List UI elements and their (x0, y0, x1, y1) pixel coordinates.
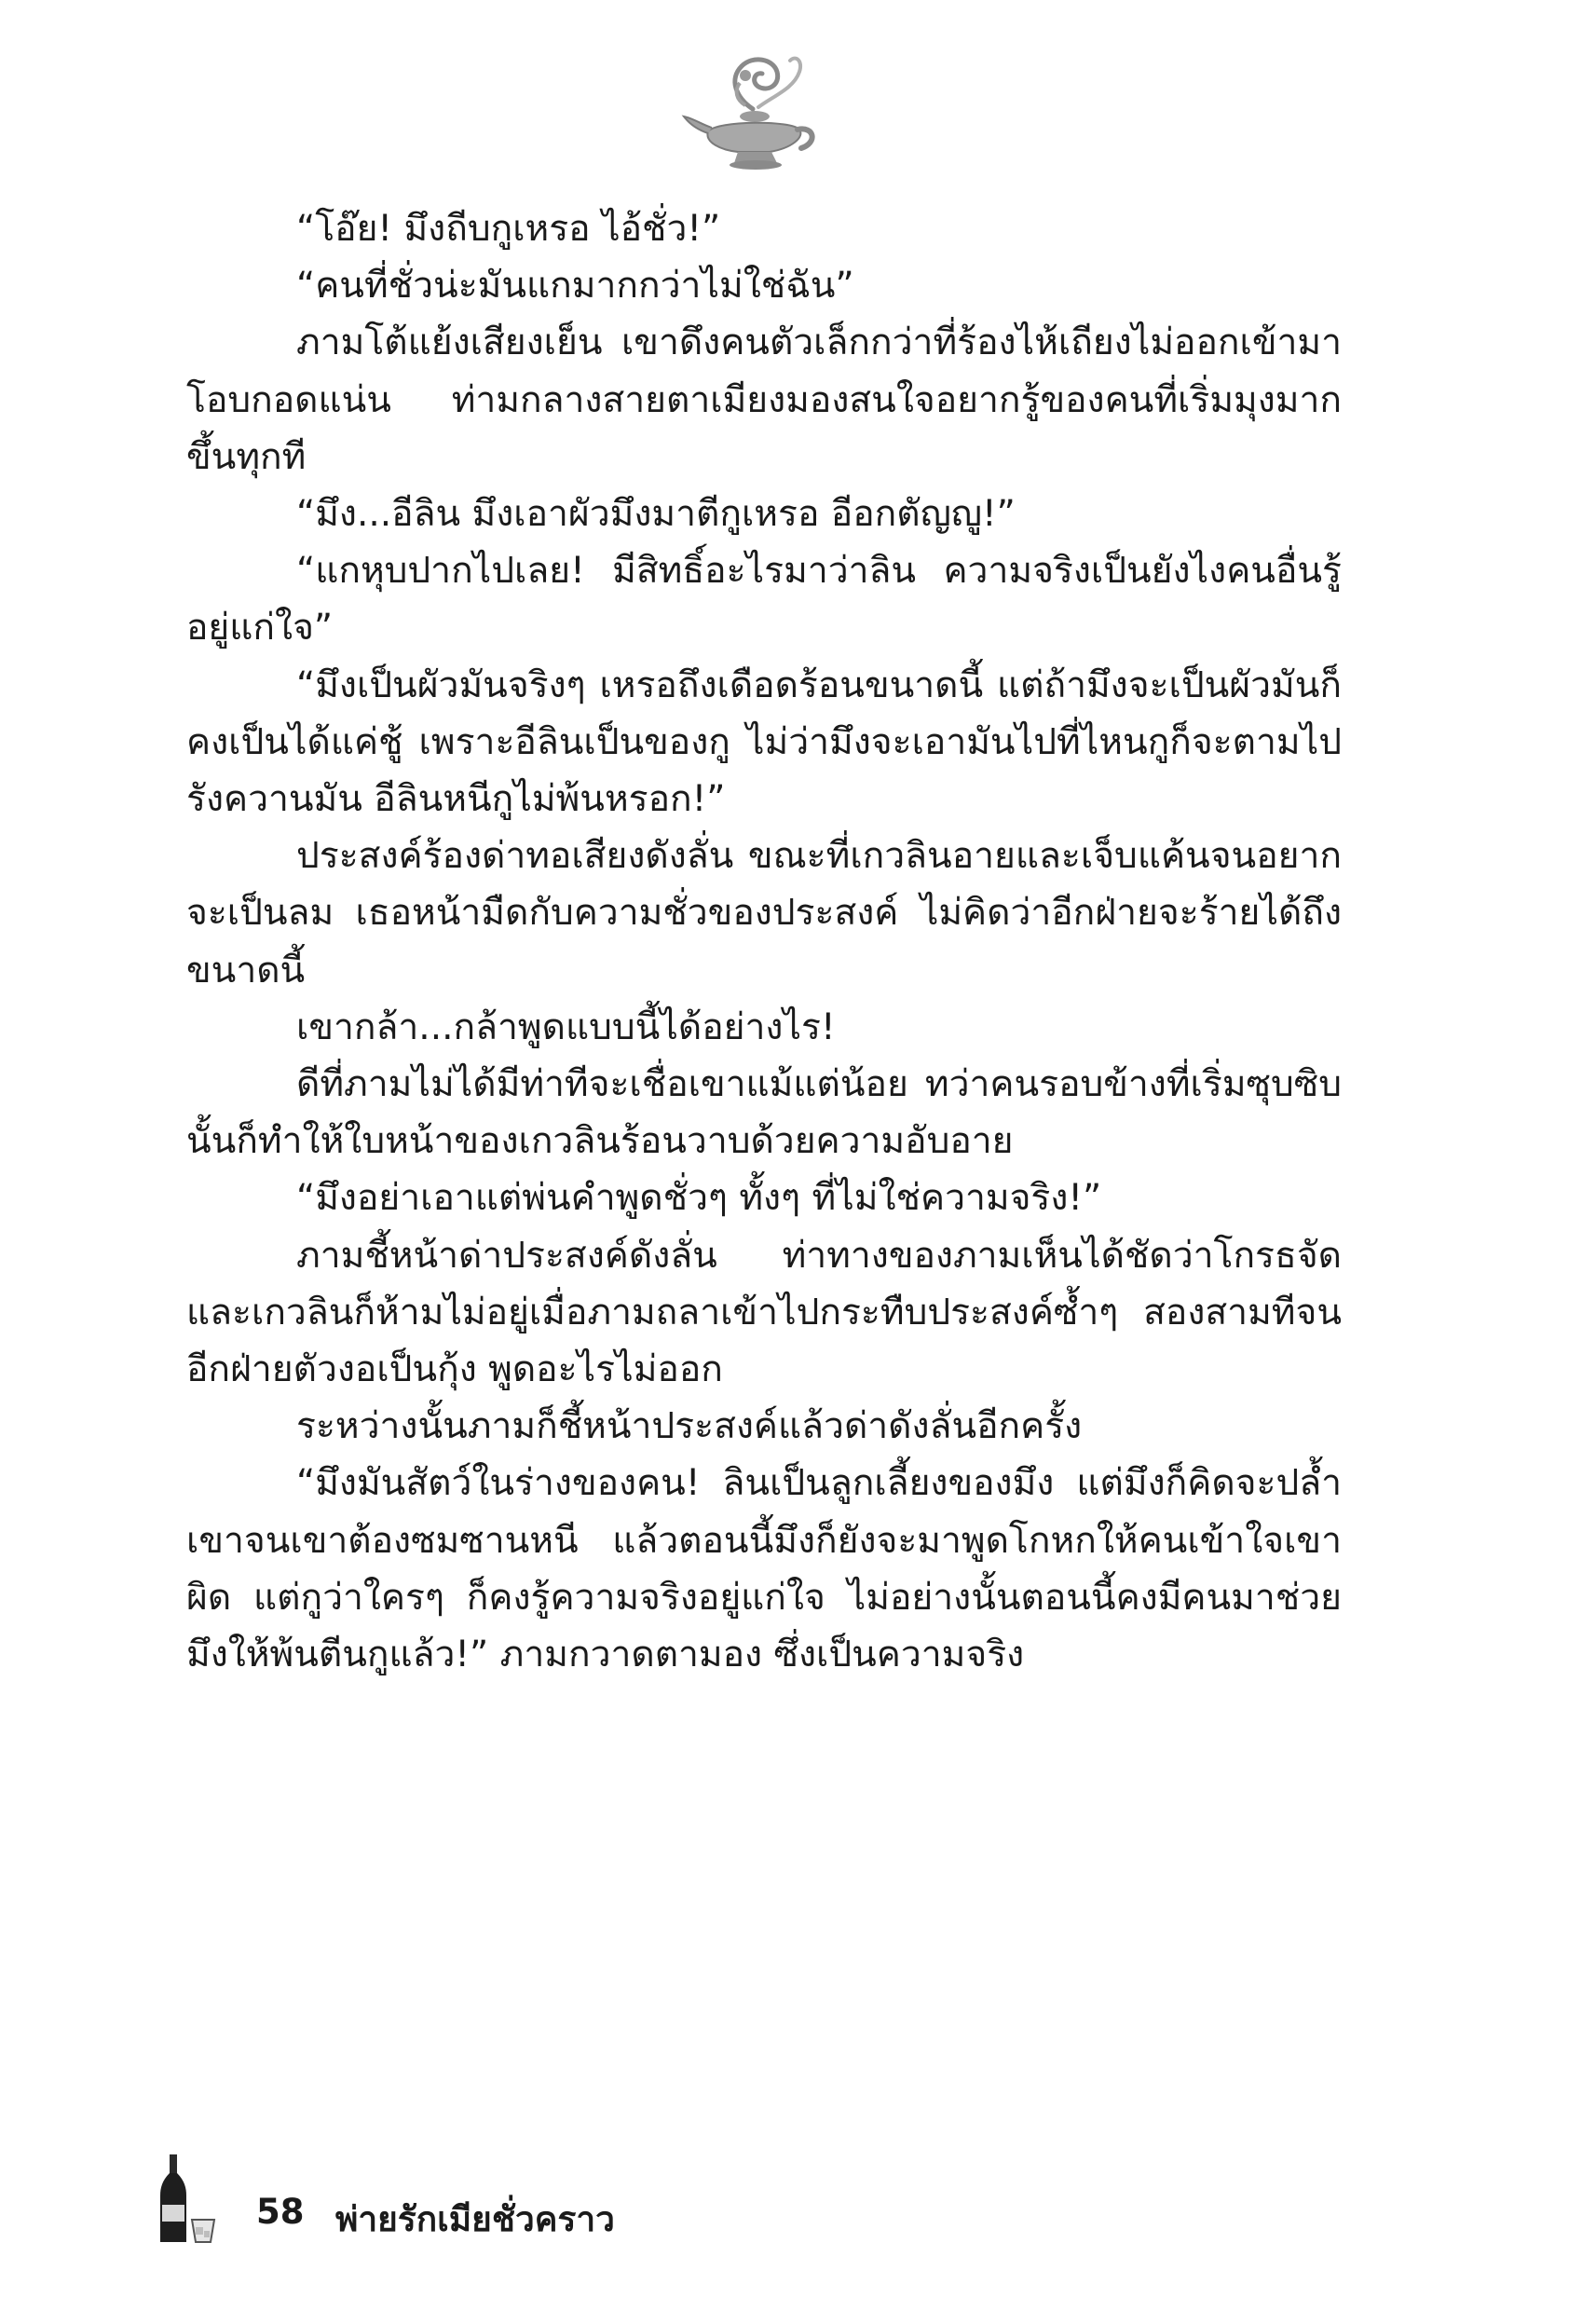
paragraph: ประสงค์ร้องด่าทอเสียงดังลั่น ขณะที่เกวลินอายและเจ็บแค้นจนอยากจะเป็นลม เธอหน้ามืดกับความชั่วของประสงค์ ไม่คิดว่าอีกฝ่ายจะร้ายได้ถึงขนาดนี้ (186, 835, 1342, 991)
paragraph: ภามชี้หน้าด่าประสงค์ดังลั่น ท่าทางของภามเห็นได้ชัดว่าโกรธจัดและเกวลินก็ห้ามไม่อยู่เมื่อภามถลาเข้าไปกระทืบประสงค์ซ้ำๆ สองสามทีจนอีกฝ่ายตัวงอเป็นกุ้ง พูดอะไรไม่ออก (186, 1234, 1342, 1391)
paragraph: เขากล้า...กล้าพูดแบบนี้ได้อย่างไร! (296, 1005, 836, 1048)
paragraph: “มึงเป็นผัวมันจริงๆ เหรอถึงเดือดร้อนขนาดนี้ แต่ถ้ามึงจะเป็นผัวมันก็คงเป็นได้แค่ชู้ เพราะอีลินเป็นของกู ไม่ว่ามึงจะเอามันไปที่ไหนกูก็จะตามไปรังควานมัน อีลินหนีกูไม่พ้นหรอก!” (186, 663, 1342, 821)
paragraph: ดีที่ภามไม่ได้มีท่าทีจะเชื่อเขาแม้แต่น้อย ทว่าคนรอบข้างที่เริ่มซุบซิบนั้นก็ทำให้ใบหน้าของเกวลินร้อนวาบด้วยความอับอาย (186, 1063, 1342, 1163)
paragraph: “มึง...อีลิน มึงเอาผัวมึงมาตีกูเหรอ อีอกตัญญู!” (296, 493, 1016, 536)
genie-lamp-icon (680, 51, 820, 182)
book-title: พ่ายรักเมียชั่วคราว (335, 2199, 615, 2239)
page-footer (149, 2143, 801, 2246)
paragraph: ภามโต้แย้งเสียงเย็น เขาดึงคนตัวเล็กกว่าที่ร้องไห้เถียงไม่ออกเข้ามาโอบกอดแน่น ท่ามกลางสายตาเมียงมองสนใจอยากรู้ของคนที่เริ่มมุงมากขึ้นทุกที (186, 321, 1342, 478)
paragraph: ระหว่างนั้นภามก็ชี้หน้าประสงค์แล้วด่าดังลั่นอีกครั้ง (296, 1405, 1083, 1448)
paragraph: “โอ๊ย! มึงถีบกูเหรอ ไอ้ชั่ว!” (296, 208, 721, 250)
paragraph: “มึงอย่าเอาแต่พ่นคำพูดชั่วๆ ทั้งๆ ที่ไม่ใช่ความจริง!” (296, 1177, 1102, 1220)
paragraph: “แกหุบปากไปเลย! มีสิทธิ์อะไรมาว่าลิน ความจริงเป็นยังไงคนอื่นรู้อยู่แก่ใจ” (186, 550, 1342, 650)
page-number: 58 (256, 2192, 305, 2232)
story-text (186, 200, 1342, 1683)
paragraph: “มึงมันสัตว์ในร่างของคน! ลินเป็นลูกเลี้ยงของมึง แต่มึงก็คิดจะปล้ำเขาจนเขาต้องซมซานหนี แล้วตอนนี้มึงก็ยังจะมาพูดโกหกให้คนเข้าใจเขาผิด แต่กูว่าใครๆ ก็คงรู้ความจริงอยู่แก่ใจ ไม่อย่างนั้นตอนนี้คงมีคนมาช่วยมึงให้พ้นตีนกูแล้ว!” ภามกวาดตามอง ซึ่งเป็นความจริง (186, 1462, 1342, 1676)
wine-bottle-glass-icon (157, 2153, 222, 2246)
paragraph: “คนที่ชั่วน่ะมันแกมากกว่าไม่ใช่ฉัน” (296, 265, 854, 308)
